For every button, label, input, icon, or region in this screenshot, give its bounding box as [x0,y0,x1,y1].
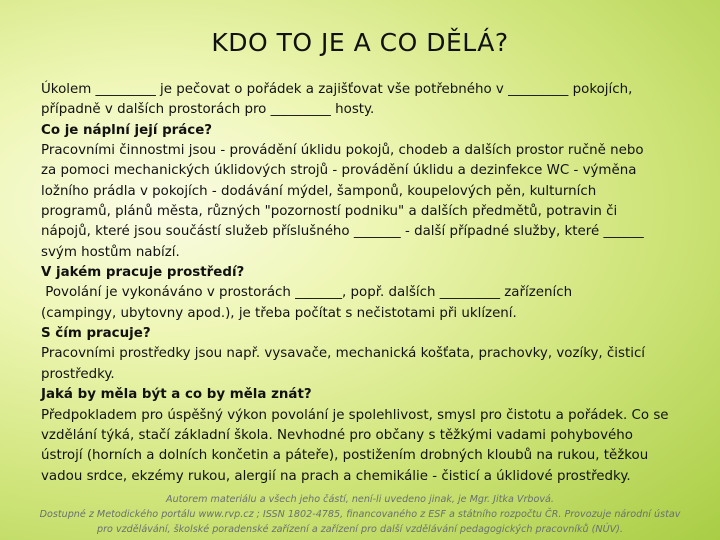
footer-line: Dostupné z Metodického portálu www.rvp.cz ; ISSN 1802-4785, financovaného z ESF a státního rozpočtu ČR. Provozuje národní ústav [39,509,681,520]
body-line: vadou srdce, ekzémy rukou, alergií na prach a chemikálie - čisticí a úklidové prostředky. [41,468,631,484]
body-line: Pracovními prostředky jsou např. vysavače, mechanická košťata, prachovky, vozíky, čisticí [41,346,646,362]
body-line: Předpokladem pro úspěšný výkon povolání je spolehlivost, smysl pro čistotu a pořádek. Co se [41,407,669,423]
section-heading: Jaká by měla být a co by měla znát? [41,387,312,403]
body-line: ústrojí (horních a dolních končetin a páteře), postižením drobných kloubů na rukou, těžkou [41,448,649,464]
body-line: Úkolem _________ je pečovat o pořádek a zajišťovat vše potřebného v _________ pokojích, [41,82,633,97]
body-line: případně v dalších prostorách pro _________ hosty. [41,102,375,118]
section-heading: V jakém pracuje prostředí? [41,265,245,281]
body-line: vzdělání týká, stačí základní škola. Nevhodné pro občany s těžkými vadami pohybového [41,427,633,443]
body-line: nápojů, které jsou součástí služeb příslušného _______ - další případné služby, které ______ [41,224,644,240]
body-line: Pracovními činnostmi jsou - provádění úklidu pokojů, chodeb a dalších prostor ručně nebo [41,143,644,159]
body-line: svým hostům nabízí. [41,244,180,260]
footer-line: Autorem materiálu a všech jeho částí, není-li uvedeno jinak, je Mgr. Jitka Vrbová. [166,494,554,505]
footer-credits [0,492,720,537]
slide-title: KDO TO JE A CO DĚLÁ? [211,28,509,57]
body-line: programů, plánů města, různých "pozorností podniku" a dalších předmětů, potravin či [41,204,618,220]
body-line: prostředky. [41,366,115,382]
body-line: Povolání je vykonáváno v prostorách _______, popř. dalších _________ zařízeních [41,285,573,301]
slide-body [41,80,691,487]
section-heading: S čím pracuje? [41,326,151,342]
section-heading: Co je náplní její práce? [41,122,213,138]
body-line: (campingy, ubytovny apod.), je třeba počítat s nečistotami při uklízení. [41,305,517,321]
footer-line: pro vzdělávání, školské poradenské zařízení a zařízení pro další vzdělávání pedagogických pracovníků (NÚV). [97,524,623,535]
body-line: ložního prádla v pokojích - dodávání mýdel, šamponů, koupelových pěn, kulturních [41,183,597,199]
body-line: za pomoci mechanických úklidových strojů - provádění úklidu a dezinfekce WC - výměna [41,163,637,179]
